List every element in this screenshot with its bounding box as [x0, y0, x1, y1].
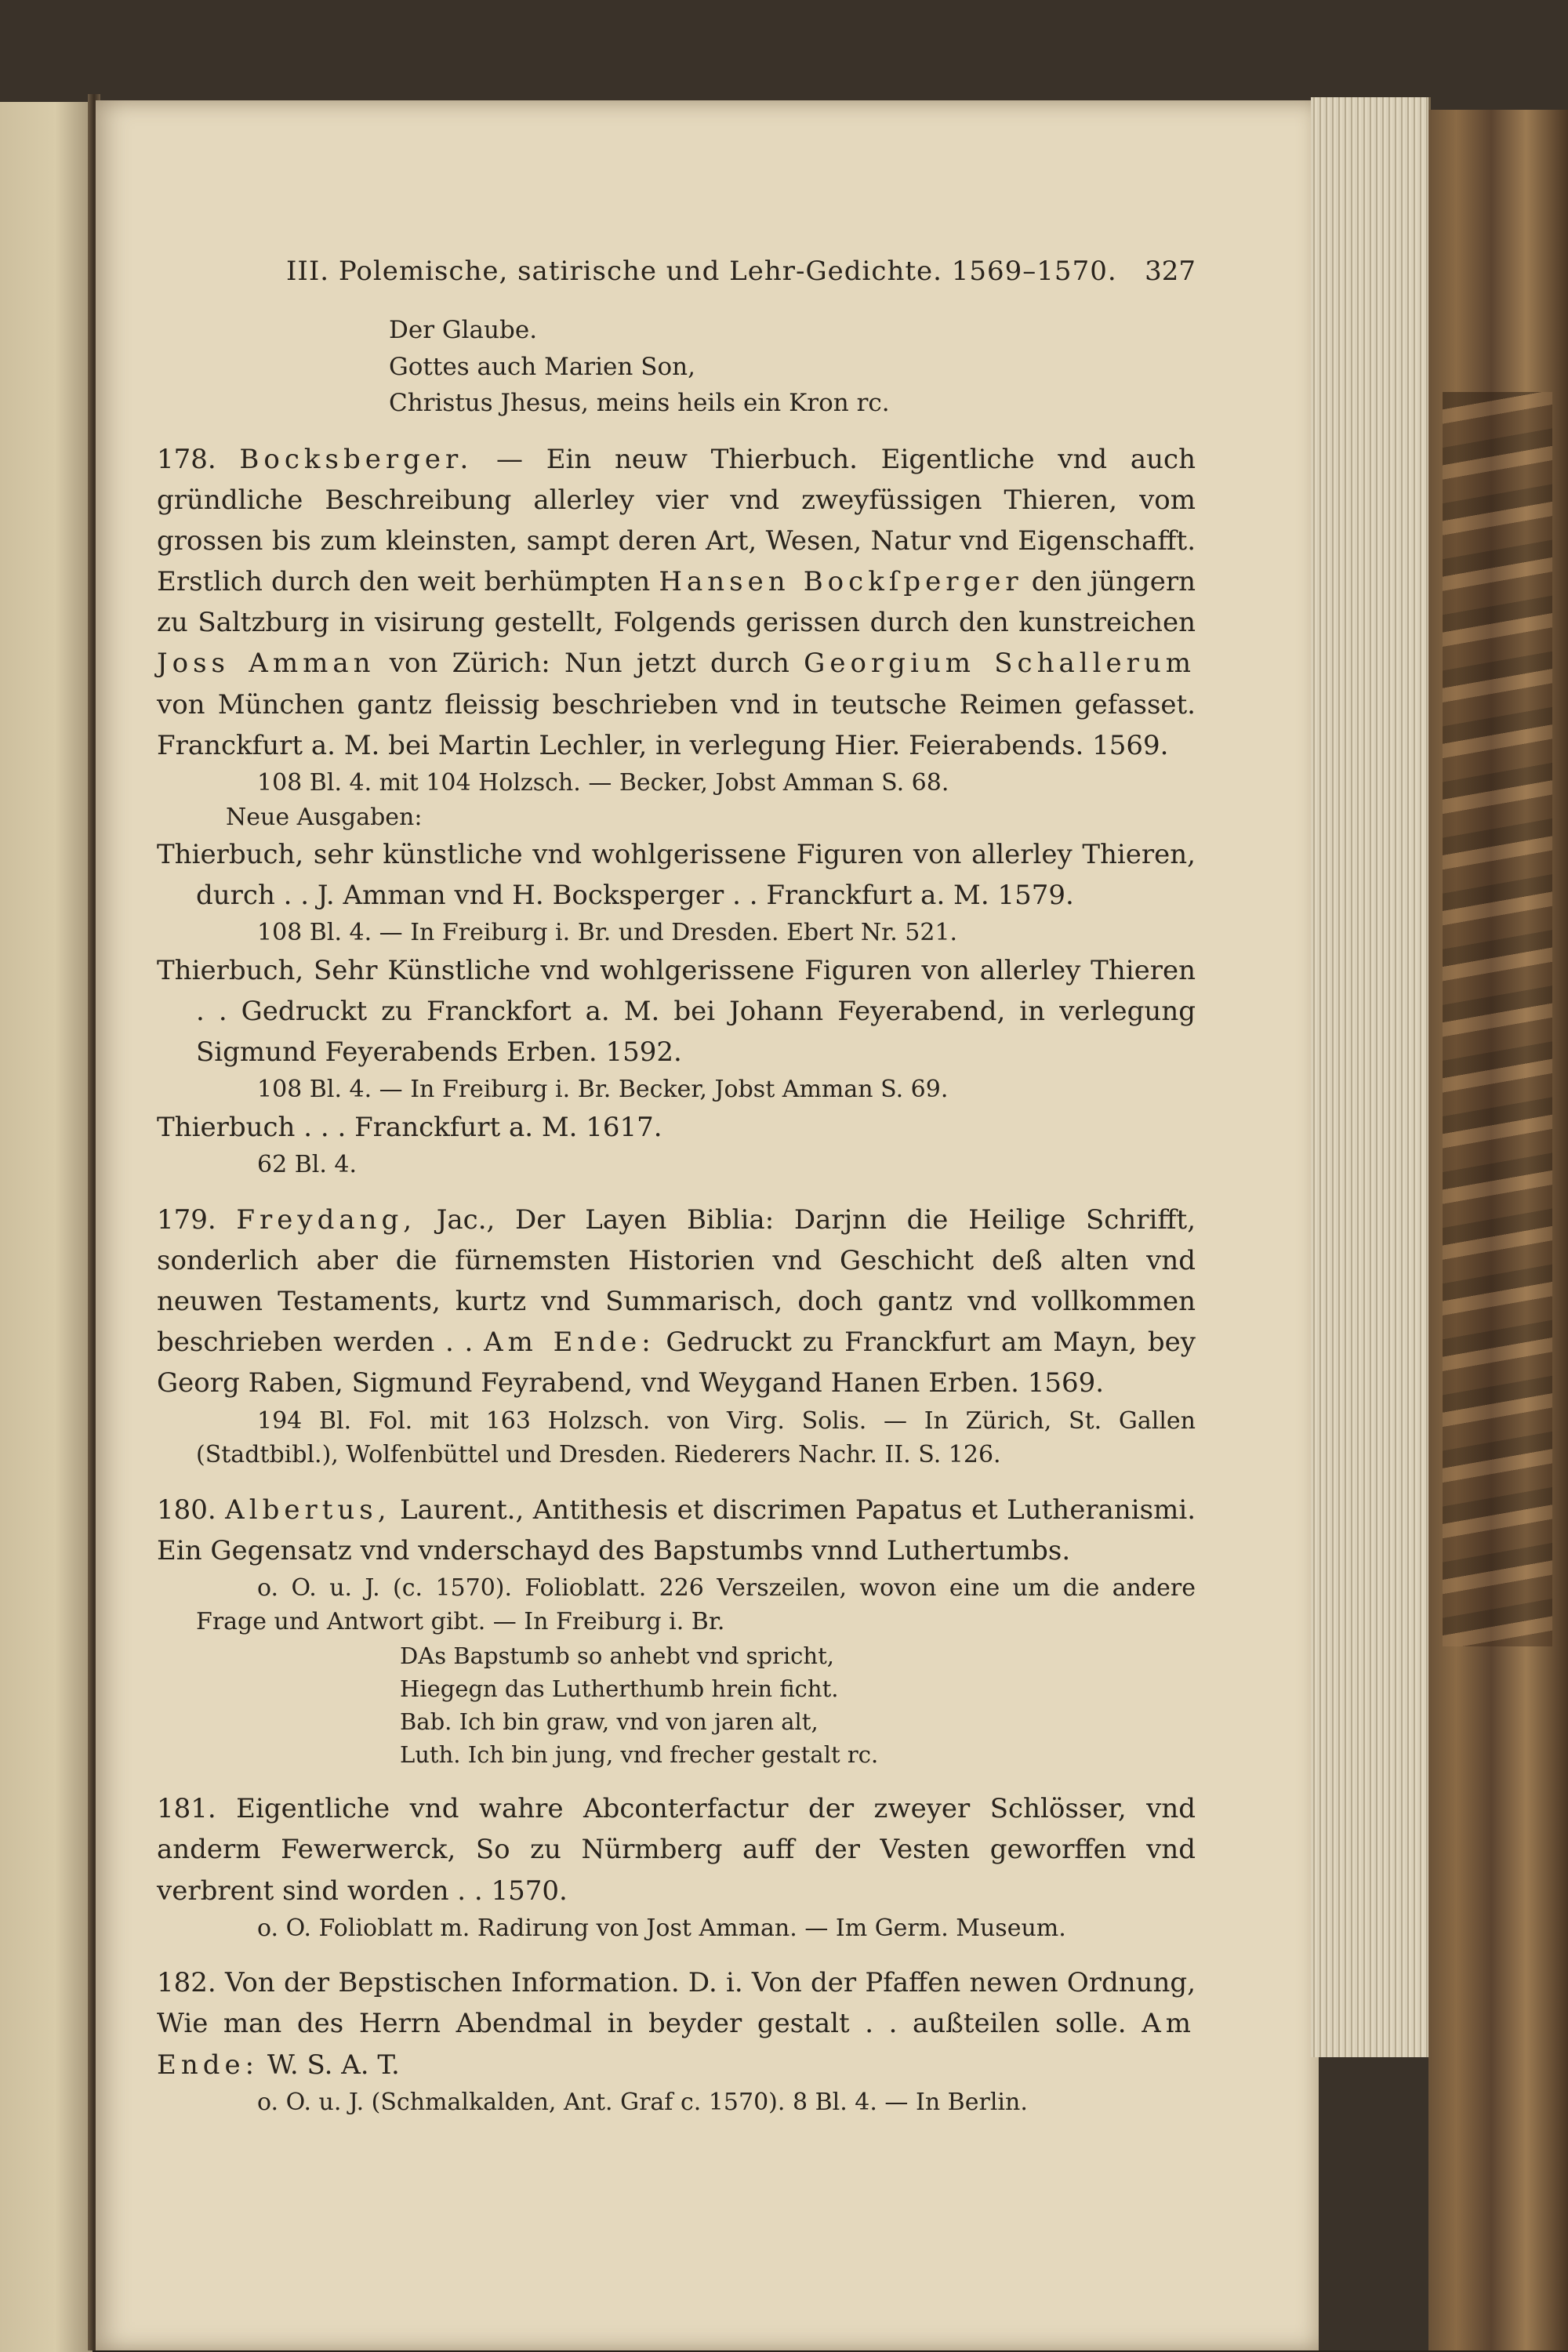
page-number: 327	[1145, 256, 1196, 287]
entry-179	[157, 1200, 1196, 1472]
am-ende: Am Ende:	[484, 1327, 655, 1359]
edition-note: 108 Bl. 4. — In Freiburg i. Br. und Dresden. Ebert Nr. 521.	[257, 919, 958, 947]
entry-180	[157, 1490, 1196, 1772]
entry-text: Gedruckt zu Franckfurt am Mayn, bey Georg Raben, Sigmund Feyrabend, vnd Weygand Hanen Erben. 1569.	[157, 1327, 1196, 1399]
edition: Thierbuch, Sehr Künstliche vnd wohlgerissene Figuren von allerley Thieren . . Gedruckt zu Franckfort a. M. bei Johann Feyerabend, in verlegung Sigmund Feyerabends Erben. 1592.	[157, 954, 1196, 1069]
entry-name: Georgium Schallerum	[804, 648, 1196, 680]
verse-line: Hiegegn das Lutherthumb hrein ficht.	[400, 1675, 839, 1702]
entry-number: 181.	[157, 1793, 216, 1825]
page-edges	[1311, 97, 1431, 2057]
verse-line: Bab. Ich bin graw, vnd von jaren alt,	[400, 1708, 818, 1736]
edition-note: 62 Bl. 4.	[257, 1151, 358, 1179]
intro-verse	[157, 312, 1196, 422]
entry-text: von Zürich: Nun jetzt durch	[389, 648, 789, 680]
entry-note: 194 Bl. Fol. mit 163 Holzsch. von Virg. Solis. — In Zürich, St. Gallen (Stadtbibl.), Wolfenbüttel und Dresden. Riederers Nachr. II. S. 126.	[196, 1406, 1196, 1469]
edition-note: 108 Bl. 4. — In Freiburg i. Br. Becker, Jobst Amman S. 69.	[257, 1076, 949, 1104]
entry-note: 108 Bl. 4. mit 104 Holzsch. — Becker, Jobst Amman S. 68.	[257, 769, 949, 797]
entry-text: — Ein neuw Thierbuch. Eigentliche vnd auch gründliche Beschreibung allerley vier vnd zweyfüssigen Thieren, vom grossen bis zum kleinsten, sampt deren Art, Wesen, Natur vnd Eigenschafft. Erstlich durch den weit berhümpten	[157, 443, 1196, 598]
entry-text: W. S. A. T.	[267, 2049, 400, 2081]
entry-text: Eigentliche vnd wahre Abconterfactur der zweyer Schlösser, vnd anderm Fewerwerck, So zu Nürmberg auff der Vesten geworffen vnd verbrent sind worden . . 1570.	[157, 1793, 1196, 1907]
left-page-edge	[0, 102, 93, 2352]
marbled-cover	[1443, 392, 1552, 1646]
entry-note: o. O. u. J. (c. 1570). Folioblatt. 226 Verszeilen, wovon eine um die andere Frage und Antwort gibt. — In Freiburg i. Br.	[196, 1573, 1196, 1636]
entry-number: 179.	[157, 1203, 216, 1236]
entry-text: Von der Bepstischen Information. D. i. Von der Pfaffen newen Ordnung, Wie man des Herrn Abendmal in beyder gestalt . . außteilen solle.	[157, 1967, 1196, 2040]
entry-text: von München gantz fleissig beschrieben vnd in teutsche Reimen gefasset. Franckfurt a. M. bei Martin Lechler, in verlegung Hier. Feierabends. 1569.	[157, 688, 1196, 761]
entry-182	[157, 1962, 1196, 2119]
edition: Thierbuch . . . Franckfurt a. M. 1617.	[157, 1111, 662, 1143]
entry-author: Bocksberger.	[239, 443, 474, 475]
header-title: III. Polemische, satirische und Lehr-Gedichte. 1569–1570.	[286, 256, 1117, 287]
entry-note: o. O. Folioblatt m. Radirung von Jost Amman. — Im Germ. Museum.	[257, 1914, 1066, 1942]
entry-name: Joss Amman	[157, 648, 376, 680]
entry-number: 182.	[157, 1967, 216, 1999]
entry-text: Laurent., Antithesis et discrimen Papatus et Lutheranismi. Ein Gegensatz vnd vnderschayd des Bapstumbs vnnd Luthertumbs.	[157, 1494, 1196, 1566]
running-header	[157, 251, 1196, 298]
verse-line: Der Glaube.	[389, 316, 538, 344]
subheading: Neue Ausgaben:	[226, 803, 423, 831]
verse-line: Christus Jhesus, meins heils ein Kron rc.	[389, 389, 890, 417]
verse-line: Luth. Ich bin jung, vnd frecher gestalt rc.	[400, 1741, 879, 1769]
entry-178	[157, 439, 1196, 1182]
entry-author: Freydang,	[236, 1203, 417, 1236]
verse-line: Gottes auch Marien Son,	[389, 352, 695, 381]
verse-line: DAs Bapstumb so anhebt vnd spricht,	[400, 1642, 834, 1669]
entry-text: Jac., Der Layen Biblia: Darjnn die Heilige Schrifft, sonderlich aber die fürnemsten Historien vnd Geschicht deß alten vnd neuwen Testaments, kurtz vnd Summarisch, doch gantz vnd vollkommen beschrieben werden . .	[157, 1203, 1196, 1359]
entry-author: Albertus,	[225, 1494, 391, 1526]
entry-note: o. O. u. J. (Schmalkalden, Ant. Graf c. 1570). 8 Bl. 4. — In Berlin.	[257, 2088, 1028, 2116]
page-content	[157, 251, 1196, 2119]
edition: Thierbuch, sehr künstliche vnd wohlgerissene Figuren von allerley Thieren, durch . . J. Amman vnd H. Bocksperger . . Franckfurt a. M. 1579.	[157, 839, 1196, 912]
entry-text: den jüngern zu Saltzburg in visirung gestellt, Folgends gerissen durch den kunstreichen	[157, 566, 1196, 639]
entry-number: 178.	[157, 443, 216, 475]
entry-name: Hansen Bockſperger	[659, 566, 1023, 598]
am-ende: Am Ende:	[157, 2008, 1196, 2081]
entry-181	[157, 1788, 1196, 1945]
entry-number: 180.	[157, 1494, 216, 1526]
